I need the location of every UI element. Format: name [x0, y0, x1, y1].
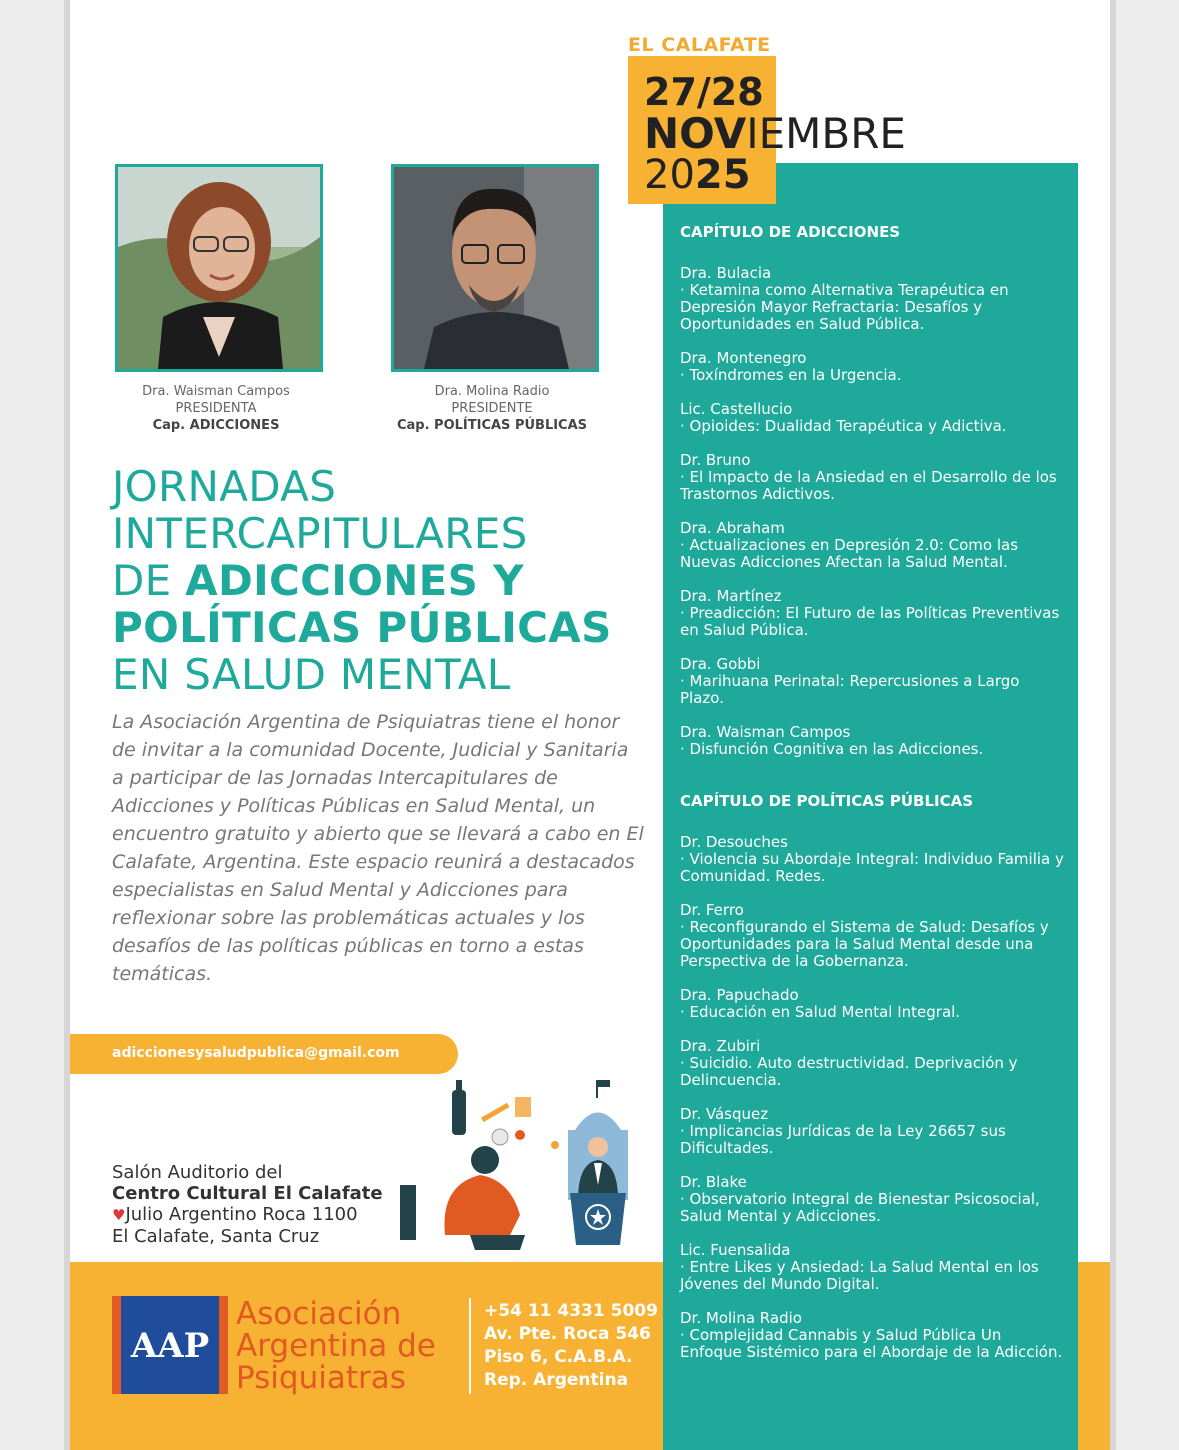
program-talk: · El Impacto de la Ansiedad en el Desarrollo de los Trastornos Adictivos. [680, 468, 1057, 503]
program-talk: · Violencia su Abordaje Integral: Individuo Familia y Comunidad. Redes. [680, 850, 1064, 885]
program-talk: · Complejidad Cannabis y Salud Pública Un Enfoque Sistémico para el Abordaje de la Adicción. [680, 1326, 1063, 1361]
program-item [680, 588, 1065, 639]
program-item [680, 1106, 1065, 1157]
event-title: JORNADAS INTERCAPITULARES DE ADICCIONES Y POLÍTICAS PÚBLICAS EN SALUD MENTAL [112, 462, 612, 699]
venue-info: Salón Auditorio del Centro Cultural El Calafate ♥Julio Argentino Roca 1100 El Calafate, Santa Cruz [112, 1162, 383, 1247]
program-item [680, 656, 1065, 707]
program-speaker: Dra. Papuchado [680, 986, 799, 1004]
event-month: NOVIEMBRE [644, 109, 906, 158]
program-speaker: Dr. Blake [680, 1173, 747, 1191]
org-name: Asociación Argentina de Psiquiatras [236, 1296, 436, 1396]
program-talk: · Ketamina como Alternativa Terapéutica en Depresión Mayor Refractaria: Desafíos y Oportunidades en Salud Pública. [680, 281, 1009, 333]
program-talk: · Disfunción Cognitiva en las Adicciones. [680, 740, 984, 758]
program-item [680, 724, 1065, 758]
program-item [680, 265, 1065, 333]
program-list [680, 220, 1065, 1378]
section-heading-politicas: CAPÍTULO DE POLÍTICAS PÚBLICAS [680, 792, 974, 810]
speaker-caption-molina: Dra. Molina Radio PRESIDENTE Cap. POLÍTICAS PÚBLICAS [396, 384, 588, 433]
program-speaker: Dr. Ferro [680, 901, 744, 919]
program-speaker: Lic. Fuensalida [680, 1241, 791, 1259]
program-talk: · Actualizaciones en Depresión 2.0: Como las Nuevas Adicciones Afectan la Salud Mental. [680, 536, 1019, 571]
program-talk: · Preadicción: El Futuro de las Políticas Preventivas en Salud Pública. [680, 604, 1060, 639]
program-speaker: Dra. Zubiri [680, 1037, 761, 1055]
intro-paragraph: La Asociación Argentina de Psiquiatras tiene el honor de invitar a la comunidad Docente, Judicial y Sanitaria a participar de las Jornadas Intercapitulares de Adicciones y Políticas Públicas en Salud Mental, un encuentro gratuito y abierto que se llevará a cabo en El Calafate, Argentina. Este espacio reunirá a destacados especialistas en Salud Mental y Adicciones para reflexionar sobre las problemáticas actuales y los desafíos de las políticas públicas en torno a estas temáticas. [112, 711, 644, 985]
program-item [680, 520, 1065, 571]
program-item [680, 401, 1065, 435]
addiction-policy-illustration [400, 1075, 670, 1250]
program-speaker: Dr. Vásquez [680, 1105, 769, 1123]
flyer-page [70, 0, 1110, 1450]
program-item [680, 834, 1065, 885]
program-talk: · Observatorio Integral de Bienestar Psicosocial, Salud Mental y Adicciones. [680, 1190, 1040, 1225]
program-speaker: Dra. Bulacia [680, 264, 772, 282]
program-speaker: Dra. Waisman Campos [680, 723, 851, 741]
location-pin-icon: ♥ [112, 1206, 126, 1224]
program-item [680, 902, 1065, 970]
speaker-photo-molina [391, 164, 599, 372]
program-speaker: Lic. Castellucio [680, 400, 793, 418]
program-talk: · Implicancias Jurídicas de la Ley 26657 sus Dificultades. [680, 1122, 1006, 1157]
program-speaker: Dr. Molina Radio [680, 1309, 802, 1327]
speaker-caption-waisman: Dra. Waisman Campos PRESIDENTA Cap. ADICCIONES [142, 384, 290, 433]
program-talk: · Suicidio. Auto destructividad. Deprivación y Delincuencia. [680, 1054, 1018, 1089]
program-item [680, 452, 1065, 503]
program-speaker: Dra. Montenegro [680, 349, 807, 367]
program-talk: · Marihuana Perinatal: Repercusiones a Largo Plazo. [680, 672, 1020, 707]
program-speaker: Dra. Martínez [680, 587, 782, 605]
program-talk: · Entre Likes y Ansiedad: La Salud Mental en los Jóvenes del Mundo Digital. [680, 1258, 1039, 1293]
program-item [680, 1174, 1065, 1225]
org-contact: +54 11 4331 5009 Av. Pte. Roca 546 Piso 6, C.A.B.A. Rep. Argentina [484, 1301, 658, 1390]
program-talk: · Educación en Salud Mental Integral. [680, 1003, 961, 1021]
speaker-photo-waisman [115, 164, 323, 372]
program-item [680, 1242, 1065, 1293]
program-item [680, 350, 1065, 384]
footer-strip [1078, 1262, 1110, 1450]
program-item [680, 1038, 1065, 1089]
email-banner[interactable] [70, 1034, 458, 1074]
email-link[interactable]: adiccionesysaludpublica@gmail.com [112, 1045, 400, 1061]
program-item [680, 1310, 1065, 1361]
program-talk: · Reconfigurando el Sistema de Salud: Desafíos y Oportunidades para la Salud Mental desde una Perspectiva de la Gobernanza. [680, 918, 1049, 970]
event-city: EL CALAFATE [628, 34, 771, 56]
event-year: 2025 [644, 152, 751, 198]
program-speaker: Dr. Desouches [680, 833, 788, 851]
program-speaker: Dr. Bruno [680, 451, 751, 469]
program-item [680, 987, 1065, 1021]
program-speaker: Dra. Abraham [680, 519, 785, 537]
program-speaker: Dra. Gobbi [680, 655, 761, 673]
program-talk: · Opioides: Dualidad Terapéutica y Adictiva. [680, 417, 1007, 435]
footer-divider [469, 1298, 471, 1394]
event-days: 27/28 [644, 70, 764, 114]
section-heading-adicciones: CAPÍTULO DE ADICCIONES [680, 223, 901, 241]
program-talk: · Toxíndromes en la Urgencia. [680, 366, 902, 384]
aap-logo: AAP [112, 1296, 228, 1394]
